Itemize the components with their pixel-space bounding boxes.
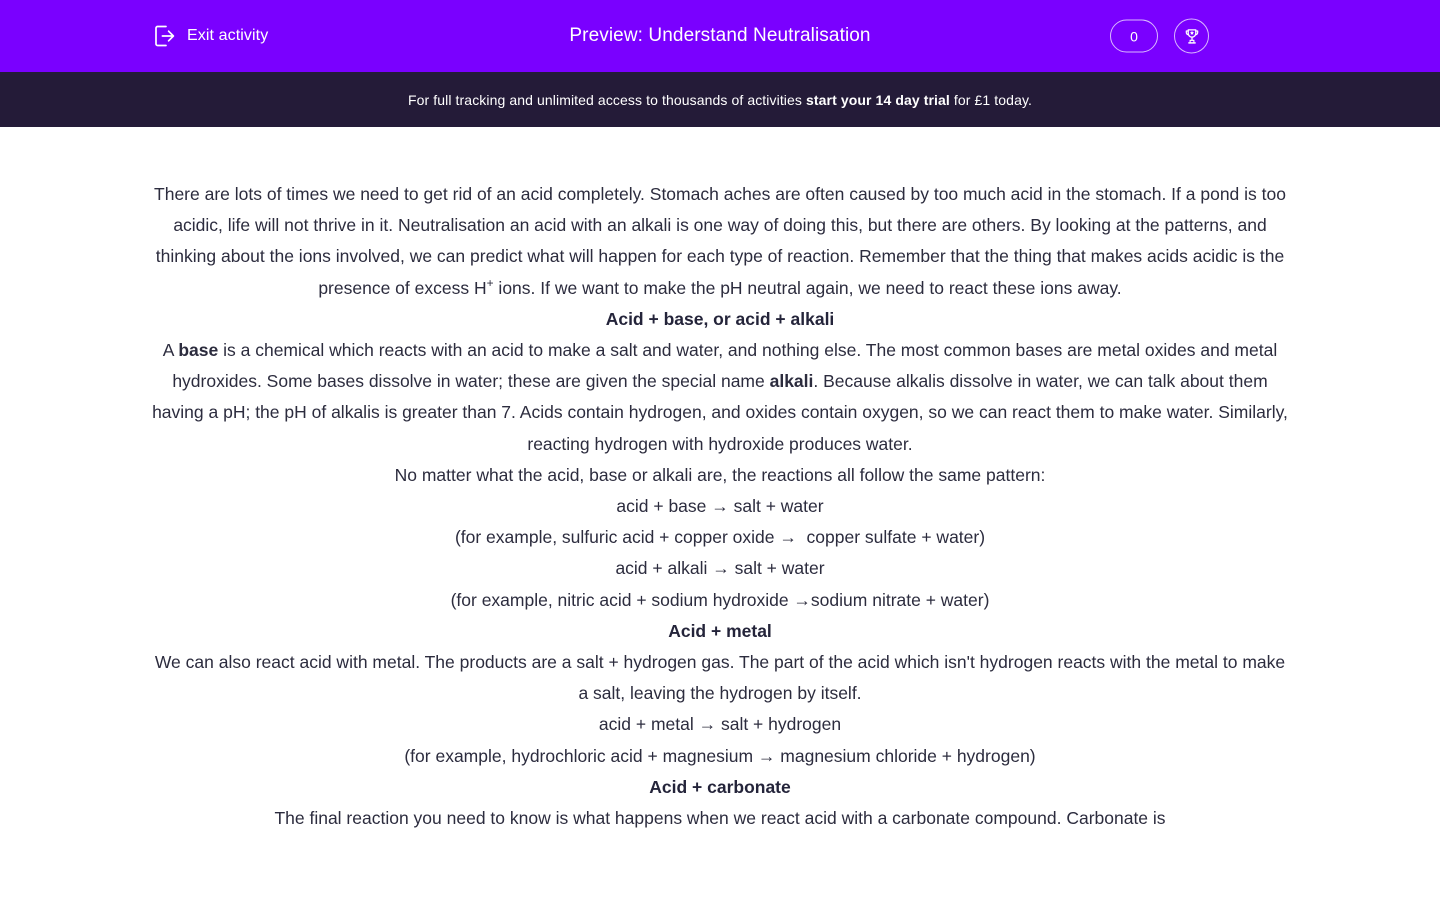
equation-acid-alkali: acid + alkali → salt + water	[615, 558, 825, 579]
pattern-intro-paragraph: No matter what the acid, base or alkali are, the reactions all follow the same pattern:	[394, 464, 1046, 485]
app-header	[0, 0, 1440, 72]
points-value: 0	[1130, 28, 1138, 44]
equation-acid-alkali-example: (for example, nitric acid + sodium hydroxide →sodium nitrate + water)	[450, 589, 990, 610]
acid-metal-paragraph: We can also react acid with metal. The products are a salt + hydrogen gas. The part of the acid which isn't hydrogen reacts with the metal to make a salt, leaving the hydrogen by itself.	[154, 652, 1286, 704]
equation-acid-metal-example: (for example, hydrochloric acid + magnesium → magnesium chloride + hydrogen)	[404, 745, 1036, 766]
points-badge[interactable]	[1110, 20, 1158, 53]
hydrogen-ion-superscript: +	[486, 275, 494, 290]
alkali-keyword: alkali	[769, 371, 814, 392]
base-para-part-2: is a chemical which reacts with an acid to make a salt and water, and nothing else. The most common bases are metal oxides and metal hydroxides. Some bases dissolve in water; these are given the special name	[172, 340, 1278, 392]
section-heading-acid-base-alkali: Acid + base, or acid + alkali	[605, 308, 835, 329]
header-actions	[1110, 19, 1209, 54]
promo-text-before: For full tracking and unlimited access to thousands of activities	[407, 91, 806, 108]
base-definition-paragraph	[152, 335, 1288, 460]
base-para-part-1: A	[162, 340, 179, 361]
start-trial-link[interactable]: start your 14 day trial	[806, 91, 950, 108]
exit-activity-button[interactable]	[152, 23, 268, 49]
intro-paragraph-text: There are lots of times we need to get rid of an acid completely. Stomach aches are often caused by too much acid in the stomach. If a pond is too acidic, life will not thrive in it. Neutralisation an acid with an alkali is one way of doing this, but there are others. By looking at the patterns, and thinking about the ions involved, we can predict what will happen for each type of reaction. Remember that the thing that makes acids acidic is the presence of excess H	[154, 184, 1286, 298]
equation-acid-base-example: (for example, sulfuric acid + copper oxide → copper sulfate + water)	[454, 527, 986, 548]
page-title: Preview: Understand Neutralisation	[569, 25, 871, 46]
trial-promo-text	[408, 92, 1032, 108]
equation-acid-base: acid + base → salt + water	[616, 496, 824, 517]
intro-paragraph	[152, 179, 1288, 304]
trophy-button[interactable]	[1174, 19, 1209, 54]
section-heading-acid-carbonate: Acid + carbonate	[649, 776, 791, 797]
section-heading-acid-metal: Acid + metal	[668, 620, 772, 641]
trial-promo-banner	[0, 72, 1440, 127]
activity-content	[152, 127, 1288, 834]
base-para-part-3: . Because alkalis dissolve in water, we can talk about them having a pH; the pH of alkalis is greater than 7. Acids contain hydrogen, and oxides contain oxygen, so we can react them to make water. Similarly, reacting hydrogen with hydroxide produces water.	[152, 371, 1288, 454]
promo-text-after: for £1 today.	[949, 91, 1032, 108]
acid-carbonate-paragraph: The final reaction you need to know is what happens when we react acid with a carbonate compound. Carbonate is	[274, 808, 1166, 829]
trophy-icon	[1182, 26, 1202, 46]
exit-arrow-icon	[152, 23, 178, 49]
exit-activity-label: Exit activity	[187, 27, 269, 44]
equation-acid-metal: acid + metal → salt + hydrogen	[598, 714, 842, 735]
base-keyword: base	[178, 340, 219, 361]
intro-paragraph-tail: ions. If we want to make the pH neutral again, we need to react these ions away.	[493, 277, 1122, 298]
